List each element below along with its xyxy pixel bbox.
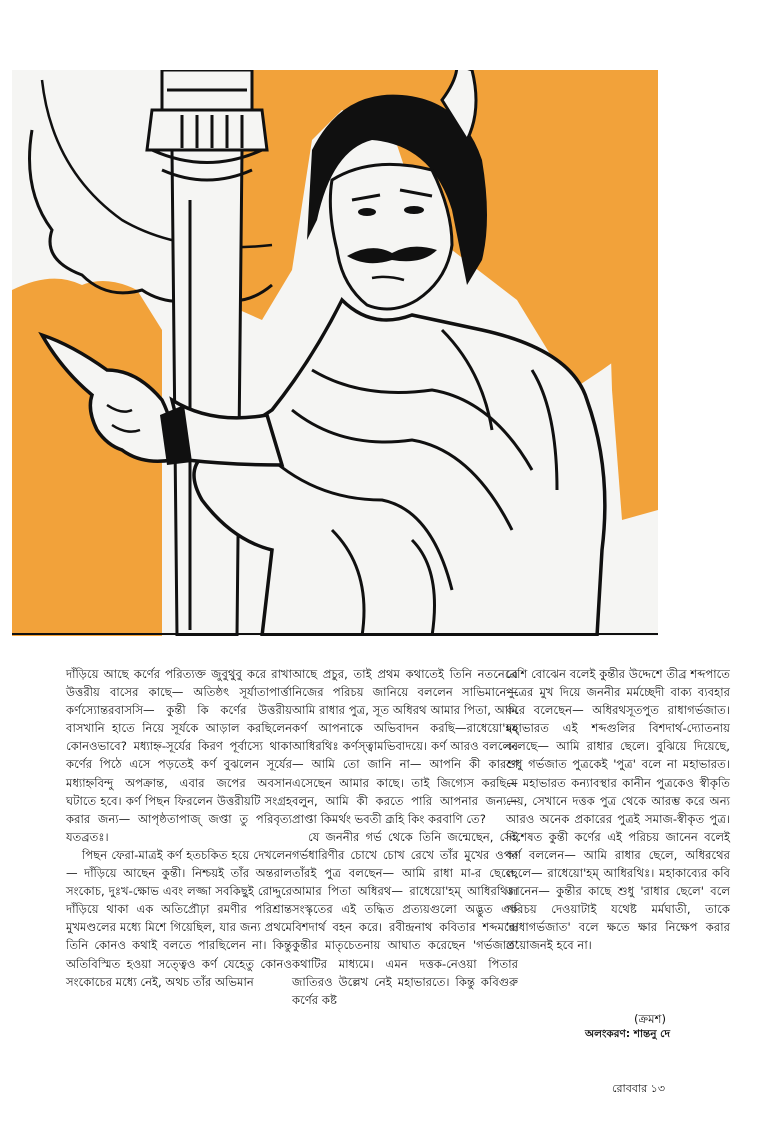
illustration-panel [12, 70, 658, 636]
article-paragraph: আছে প্রচুর, তাই প্রথম কথাতেই তিনি নতনেত্রে নিজের পরিচয় জানিয়ে বললেন সাভিমানে— আমি রাধার পুত্র, সূত অধিরথ আমার পিতা, আমি কর্ণ আপনাকে অভিবাদন করছি—রাধেয়ো'হম্ আধিরথিঃ কর্ণস্ত্বামভিবাদয়ে। কর্ণ আরও বললেন— আমি তো জানি না— আপনি কী কারণে এসেছেন আমার কাছে। তাই জিগ্যেস করছি— বলুন, আমি কী করতে পারি আপনার জন্য— প্রাপ্তা কিমর্থং ভবতী ব্রূহি কিং করবাণি তে? [292, 667, 518, 826]
karna-pointing-illustration [12, 70, 658, 636]
article-column-2 [292, 665, 518, 1009]
article-column-3 [506, 665, 730, 955]
face [330, 164, 452, 309]
continued-marker: (ক্রমশ) [633, 1012, 666, 1026]
article-column-1 [66, 665, 292, 991]
robe [194, 300, 605, 636]
page-footer: রোববার ১৩ [612, 1082, 665, 1095]
article-paragraph: বেশি বোঝেন বলেই কুন্তীর উদ্দেশে তীব্র শব্দপাতে পুত্রের মুখ দিয়ে জননীর মর্মচ্ছেদী বাক্য ব্যবহার করে বলেছেন— অধিরথসূতপুত রাধাগর্ভজাত। মহাভারত এই শব্দগুলির বিশদার্থ-দ্যোতনায় বলেছে— আমি রাধার ছেলে। বুঝিয়ে দিয়েছে, শুধু গর্ভজাত পুত্রকেই 'পুত্র' বলে না মহাভারত। যে মহাভারত কন্যাবস্থার কানীন পুত্রকেও স্বীকৃতি দেয়, সেখানে দত্তক পুত্র থেকে আরম্ভ করে অন্য আরও অনেক প্রকারের পুত্রই সমাজ-স্বীকৃত পুত্র। বিশেষত কুন্তী কর্ণের এই পরিচয় জানেন বলেই কর্ণ বললেন— আমি রাধার ছেলে, অধিরথের ছেলে— রাধেয়ো'হম্ আধিরথিঃ। মহাকাব্যের কবি জানেন— কুন্তীর কাছে শুধু 'রাধার ছেলে' বলে পরিচয় দেওয়াটাই যথেষ্ট মর্মঘাতী, তাকে 'রাধাগর্ভজাত' বলে ক্ষতে ক্ষার নিক্ষেপ করার প্রয়োজনই হবে না। [506, 667, 730, 953]
article-paragraph: দাঁড়িয়ে আছে কর্ণের পরিত্যক্ত জুবুথুবু করে রাখা উত্তরীয় বাসের কাছে— অতিষ্ঠৎ সূর্যাতাপার্ত্তা কর্ণস্যোন্তরবাসসি— কুন্তী কি কর্ণের উত্তরীয় বাসখানি হাতে নিয়ে সূর্যকে আড়াল করছিলেন কোনওভাবে? মধ্যাহ্ন-সূর্যের কিরণ পূর্বাস্যে থাকা কর্ণের পিঠে এসে পড়তেই কর্ণ বুঝলেন সূর্যের মধ্যাহ্নবিন্দু অপক্রান্ত, এবার জপের অবসান ঘটাতে হবে। কর্ণ পিছন ফিরলেন উত্তরীয়টি সংগ্রহ করার জন্য— আপৃষ্ঠতাপাজ্ জপ্তা তু পরিবৃত্য যতব্রতঃ। [66, 667, 292, 844]
pillar [147, 70, 267, 636]
article-paragraph: পিছন ফেরা-মাত্রই কর্ণ হতচকিত হয়ে দেখলেন— দাঁড়িয়ে আছেন কুন্তী। নিশ্চয়ই তাঁর অন্তরাল সংকোচ, দুঃখ-ক্ষোভ এবং লজ্জা সবকিছুই রোদ্দুরে দাঁড়িয়ে থাকা এক অতিপ্রৌঢ়া রমণীর পরিশ্রান্ত মুখমণ্ডলের মধ্যে মিশে গিয়েছিল, যার জন্য প্রথমে তিনি কোনও কথাই বলতে পারছিলেন না। কিন্তু অতিবিস্মিত হওয়া সত্ত্বেও কর্ণ যেহেতু কোনও সংকোচের মধ্যে নেই, অথচ তাঁর অভিমান [66, 847, 292, 989]
illustration-credit: অলংকরণ: শান্তনু দে [585, 1028, 670, 1040]
article-paragraph: যে জননীর গর্ভ থেকে তিনি জন্মেছেন, সেই গর্ভধারিণীর চোখে চোখ রেখে তাঁর মুখের ওপর তাঁরই পুত্র বলছেন— আমি রাধা মা-র ছেলে, আমার পিতা অধিরথ— রাধেয়ো'হম্ আধিরথিঃ। সংস্কৃতের এই তদ্ধিত প্রত্যয়গুলো অদ্ভুত এক বিশদার্থ বহন করে। রবীন্দ্রনাথ কবিতার শব্দমন্দ্রে কুন্তীর মাতৃচেতনায় আঘাত করেছেন 'গর্ভজাত' কথাটির মাধ্যমে। এমন দত্তক-নেওয়া পিতার জাতিরও উল্লেখ নেই মহাভারতে। কিন্তু কবিগুরু কর্ণের কষ্ট [292, 829, 518, 1007]
